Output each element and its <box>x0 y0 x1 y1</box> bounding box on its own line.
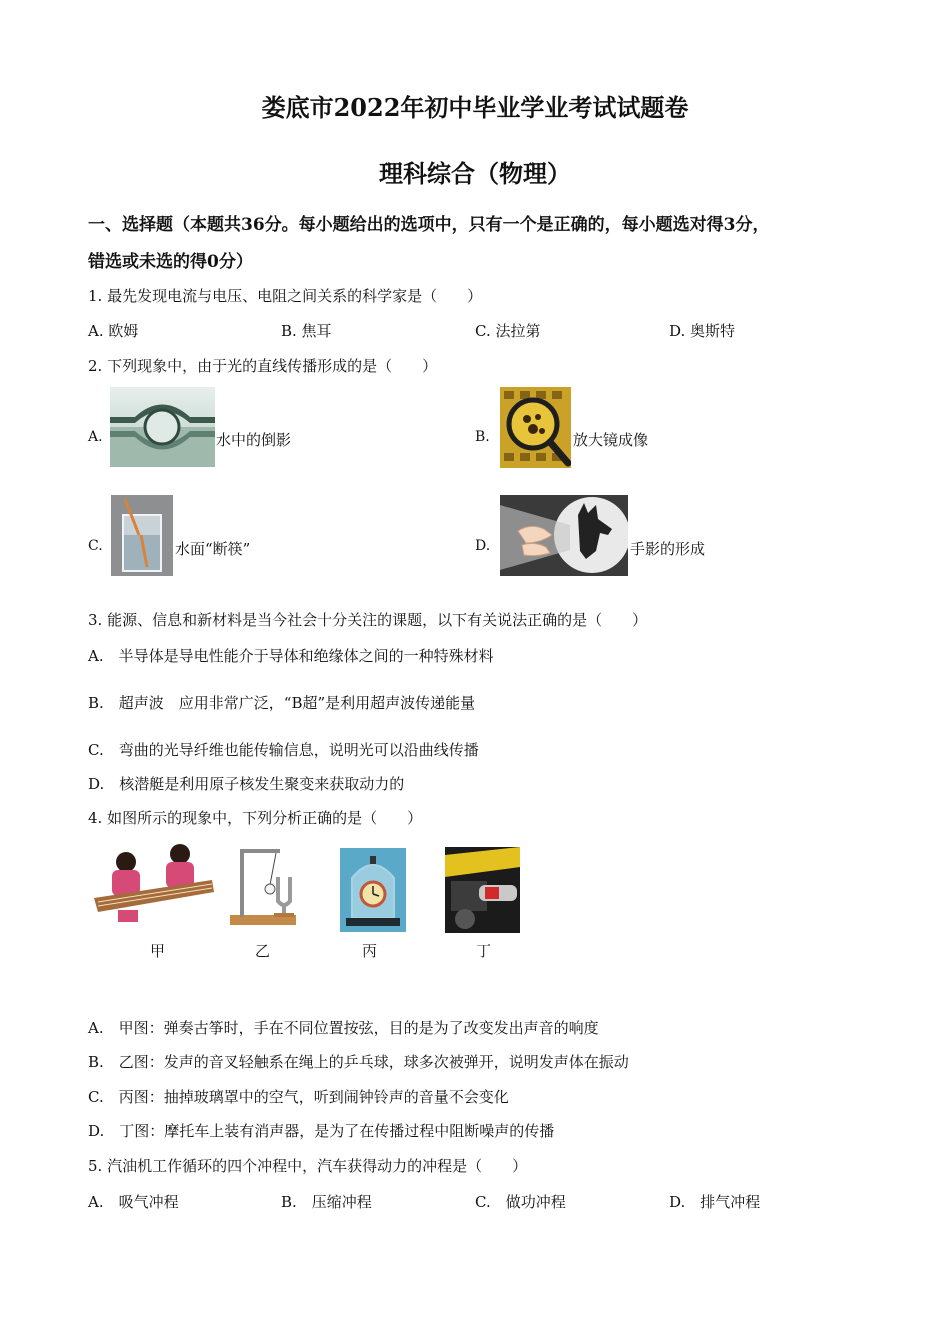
q2-option-d-caption: 手影的形成 <box>630 540 706 558</box>
q3-option-a: A. 半导体是导电性能介于导体和绝缘体之间的一种特殊材料 <box>88 647 494 665</box>
magnifier-photo <box>500 387 571 468</box>
q4-option-d: D. 丁图：摩托车上装有消声器，是为了在传播过程中阻断噪声的传播 <box>88 1122 555 1140</box>
q4-option-b: B. 乙图：发声的音叉轻触系在绳上的乒乓球，球多次被弹开，说明发声体在振动 <box>88 1053 629 1071</box>
q1-stem: 1. 最先发现电流与电压、电阻之间关系的科学家是（ ） <box>88 287 483 305</box>
q1-option-b: B. 焦耳 <box>281 322 332 340</box>
q4-figure-label-ding: 丁 <box>476 942 492 960</box>
q2-option-a-letter: A. <box>88 429 103 445</box>
q1-option-d: D. 奥斯特 <box>669 322 736 340</box>
chopstick-in-water-photo <box>111 495 173 576</box>
q1-option-c: C. 法拉第 <box>475 322 541 340</box>
bell-jar-clock-photo <box>340 848 406 932</box>
guzheng-photo <box>90 840 217 928</box>
q5-option-d: D. 排气冲程 <box>669 1193 761 1211</box>
motorcycle-muffler-photo <box>445 847 520 933</box>
hand-shadow-photo <box>500 495 628 576</box>
q3-option-d: D. 核潜艇是利用原子核发生聚变来获取动力的 <box>88 775 405 793</box>
q2-option-c-caption: 水面“断筷” <box>175 540 251 558</box>
q2-option-b-letter: B. <box>475 429 490 445</box>
q2-option-a-caption: 水中的倒影 <box>216 431 292 449</box>
q3-option-b: B. 超声波 应用非常广泛，“B超”是利用超声波传递能量 <box>88 694 476 712</box>
q4-figure-label-yi: 乙 <box>255 942 271 960</box>
q2-option-b-caption: 放大镜成像 <box>573 431 649 449</box>
q4-stem: 4. 如图所示的现象中，下列分析正确的是（ ） <box>88 809 423 827</box>
section-heading-line2: 错选或未选的得0分） <box>88 252 253 272</box>
page-subtitle: 理科综合（物理） <box>379 159 571 188</box>
q3-stem: 3. 能源、信息和新材料是当今社会十分关注的课题，以下有关说法正确的是（ ） <box>88 611 648 629</box>
q4-figure-label-bing: 丙 <box>362 942 378 960</box>
page-title: 娄底市2022年初中毕业学业考试试题卷 <box>261 93 689 122</box>
q5-option-c: C. 做功冲程 <box>475 1193 566 1211</box>
q4-figure-label-jia: 甲 <box>150 942 166 960</box>
q2-option-c-letter: C. <box>88 538 103 554</box>
bridge-reflection-photo <box>110 387 215 467</box>
q3-option-c: C. 弯曲的光导纤维也能传输信息，说明光可以沿曲线传播 <box>88 741 479 759</box>
tuning-fork-photo <box>226 841 300 929</box>
q5-option-a: A. 吸气冲程 <box>88 1193 179 1211</box>
q4-option-a: A. 甲图：弹奏古筝时，手在不同位置按弦，目的是为了改变发出声音的响度 <box>88 1019 599 1037</box>
q4-option-c: C. 丙图：抽掉玻璃罩中的空气，听到闹钟铃声的音量不会变化 <box>88 1088 509 1106</box>
section-heading-line1: 一、选择题（本题共36分。每小题给出的选项中，只有一个是正确的，每小题选对得3分， <box>88 215 770 235</box>
q2-option-d-letter: D. <box>475 538 491 554</box>
q1-option-a: A. 欧姆 <box>88 322 139 340</box>
q5-option-b: B. 压缩冲程 <box>281 1193 372 1211</box>
q2-stem: 2. 下列现象中，由于光的直线传播形成的是（ ） <box>88 357 438 375</box>
q5-stem: 5. 汽油机工作循环的四个冲程中，汽车获得动力的冲程是（ ） <box>88 1157 528 1175</box>
